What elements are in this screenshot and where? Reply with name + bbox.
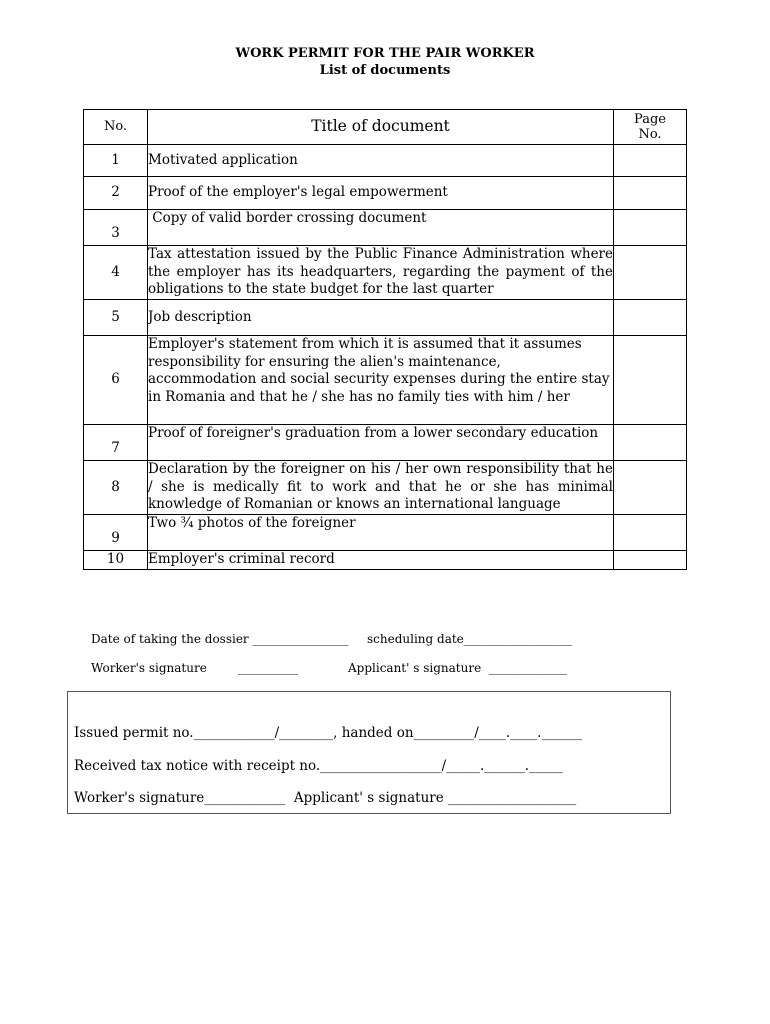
document-subtitle: List of documents xyxy=(319,63,451,78)
table-row xyxy=(84,425,687,461)
box-applicant-signature[interactable]: Applicant' s signature ___________________ xyxy=(293,790,577,806)
dossier-date-label: Date of taking the dossier xyxy=(91,632,249,646)
issued-permit-line[interactable]: Issued permit no.____________/________, handed on_________/____.____.______ xyxy=(74,725,582,741)
row-title: Declaration by the foreigner on his / her own responsibility that he / she is medically fit to work and that he or she has minimal knowledge of Romanian or knows an international language xyxy=(148,461,614,515)
box-signatures-line xyxy=(74,790,576,806)
header-page-line2: No. xyxy=(638,127,662,142)
table-row xyxy=(84,177,687,210)
table-row xyxy=(84,145,687,177)
row-title: Employer's criminal record xyxy=(148,551,614,570)
table-row xyxy=(84,515,687,551)
row-number: 3 xyxy=(84,210,148,246)
row-page xyxy=(614,461,687,515)
scheduling-date-blank[interactable]: __________________ xyxy=(463,632,572,646)
row-title: Proof of foreigner's graduation from a lower secondary education xyxy=(148,425,614,461)
row-page xyxy=(614,515,687,551)
row-page xyxy=(614,425,687,461)
documents-table xyxy=(83,109,687,570)
document-title: WORK PERMIT FOR THE PAIR WORKER xyxy=(235,46,535,61)
row-page xyxy=(614,300,687,336)
worker-signature-label: Worker's signature xyxy=(91,661,207,675)
row-number: 2 xyxy=(84,177,148,210)
scheduling-date-label: scheduling date xyxy=(367,632,464,646)
row-title: Proof of the employer's legal empowerment xyxy=(148,177,614,210)
row-number: 10 xyxy=(84,551,148,570)
applicant-signature-line xyxy=(348,661,567,675)
tax-notice-line[interactable]: Received tax notice with receipt no.__________________/_____.______._____ xyxy=(74,758,563,774)
row-number: 4 xyxy=(84,246,148,300)
applicant-signature-blank[interactable]: _____________ xyxy=(488,661,567,675)
table-row xyxy=(84,300,687,336)
header-page-no xyxy=(614,110,687,145)
table-header-row xyxy=(84,110,687,145)
row-page xyxy=(614,336,687,425)
table-row xyxy=(84,210,687,246)
header-page-line1: Page xyxy=(634,112,666,127)
row-page xyxy=(614,145,687,177)
table-row xyxy=(84,461,687,515)
row-title: Job description xyxy=(148,300,614,336)
row-title: Employer's statement from which it is assumed that it assumes responsibility for ensuring the alien's maintenance, accommodation and social security expenses during the entire stay in Romania and that he / she has no family ties with him / her xyxy=(148,336,614,425)
row-title: Motivated application xyxy=(148,145,614,177)
permit-box xyxy=(67,691,671,814)
dossier-date-line xyxy=(91,632,349,646)
row-number: 8 xyxy=(84,461,148,515)
dossier-date-blank[interactable]: ________________ xyxy=(252,632,349,646)
row-number: 1 xyxy=(84,145,148,177)
row-number: 5 xyxy=(84,300,148,336)
header-title: Title of document xyxy=(148,110,614,145)
header-no: No. xyxy=(84,110,148,145)
row-number: 7 xyxy=(84,425,148,461)
table-row xyxy=(84,246,687,300)
table-row xyxy=(84,336,687,425)
row-title: Copy of valid border crossing document xyxy=(148,210,614,246)
row-page xyxy=(614,551,687,570)
row-title: Tax attestation issued by the Public Finance Administration where the employer has its headquarters, regarding the payment of the obligations to the state budget for the last quarter xyxy=(148,246,614,300)
row-number: 6 xyxy=(84,336,148,425)
table-row xyxy=(84,551,687,570)
worker-signature-blank[interactable]: __________ xyxy=(238,661,298,675)
box-worker-signature[interactable]: Worker's signature____________ xyxy=(74,790,286,806)
row-page xyxy=(614,246,687,300)
row-page xyxy=(614,177,687,210)
row-title: Two ¾ photos of the foreigner xyxy=(148,515,614,551)
applicant-signature-label: Applicant' s signature xyxy=(348,661,482,675)
row-page xyxy=(614,210,687,246)
scheduling-date-line xyxy=(367,632,572,646)
row-number: 9 xyxy=(84,515,148,551)
